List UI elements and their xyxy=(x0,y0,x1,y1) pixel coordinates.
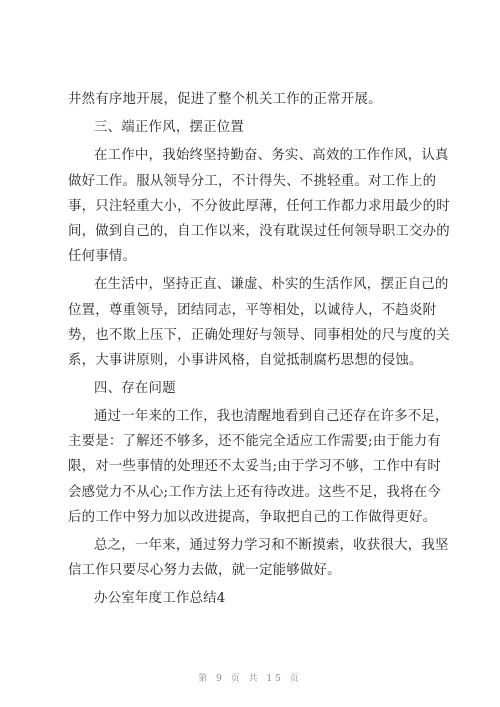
paragraph-line: 在工作中，我始终坚持勤奋、务实、高效的工作作风，认真 xyxy=(94,148,449,163)
paragraph-line: 总之，一年来，通过努力学习和不断摸索，收获很大，我坚 xyxy=(94,538,449,553)
paragraph-line: 会感觉力不从心;工作方法上还有待改进。这些不足，我将在今 xyxy=(68,485,442,500)
paragraph-line: 在生活中，坚持正直、谦虚、朴实的生活作风，摆正自己的 xyxy=(94,277,449,292)
section-heading: 三、端正作风，摆正位置 xyxy=(94,120,245,135)
document-subtitle: 办公室年度工作总结4 xyxy=(94,591,226,606)
paragraph-line: 势，也不欺上压下，正确处理好与领导、同事相处的尺与度的关 xyxy=(68,328,450,343)
paragraph-line: 主要是：了解还不够多，还不能完全适应工作需要;由于能力有 xyxy=(68,434,442,449)
paragraph-line: 间，做到自己的，自工作以来，没有耽误过任何领导职工交办的 xyxy=(68,224,450,239)
paragraph-line: 系，大事讲原则，小事讲风格，自觉抵制腐朽思想的侵蚀。 xyxy=(68,353,423,368)
paragraph-line: 事，只注轻重大小，不分彼此厚薄，任何工作都力求用最少的时 xyxy=(68,199,450,214)
paragraph-line: 任何事情。 xyxy=(68,249,137,264)
paragraph-line: 后的工作中努力加以改进提高，争取把自己的工作做得更好。 xyxy=(68,510,437,525)
paragraph-line: 井然有序地开展，促进了整个机关工作的正常开展。 xyxy=(68,92,382,107)
paragraph-line: 做好工作。服从领导分工，不计得失、不挑轻重。对工作上的 xyxy=(68,174,437,189)
paragraph-line: 信工作只要尽心努力去做，就一定能够做好。 xyxy=(68,563,341,578)
page-number-footer: 第 9 页 共 15 页 xyxy=(198,674,302,684)
paragraph-line: 位置，尊重领导，团结同志，平等相处，以诚待人，不趋炎附 xyxy=(68,303,437,318)
paragraph-line: 限，对一些事情的处理还不太妥当;由于学习不够，工作中有时 xyxy=(68,459,442,474)
section-heading: 四、存在问题 xyxy=(94,381,176,396)
paragraph-line: 通过一年来的工作，我也清醒地看到自己还存在许多不足， xyxy=(94,409,449,424)
